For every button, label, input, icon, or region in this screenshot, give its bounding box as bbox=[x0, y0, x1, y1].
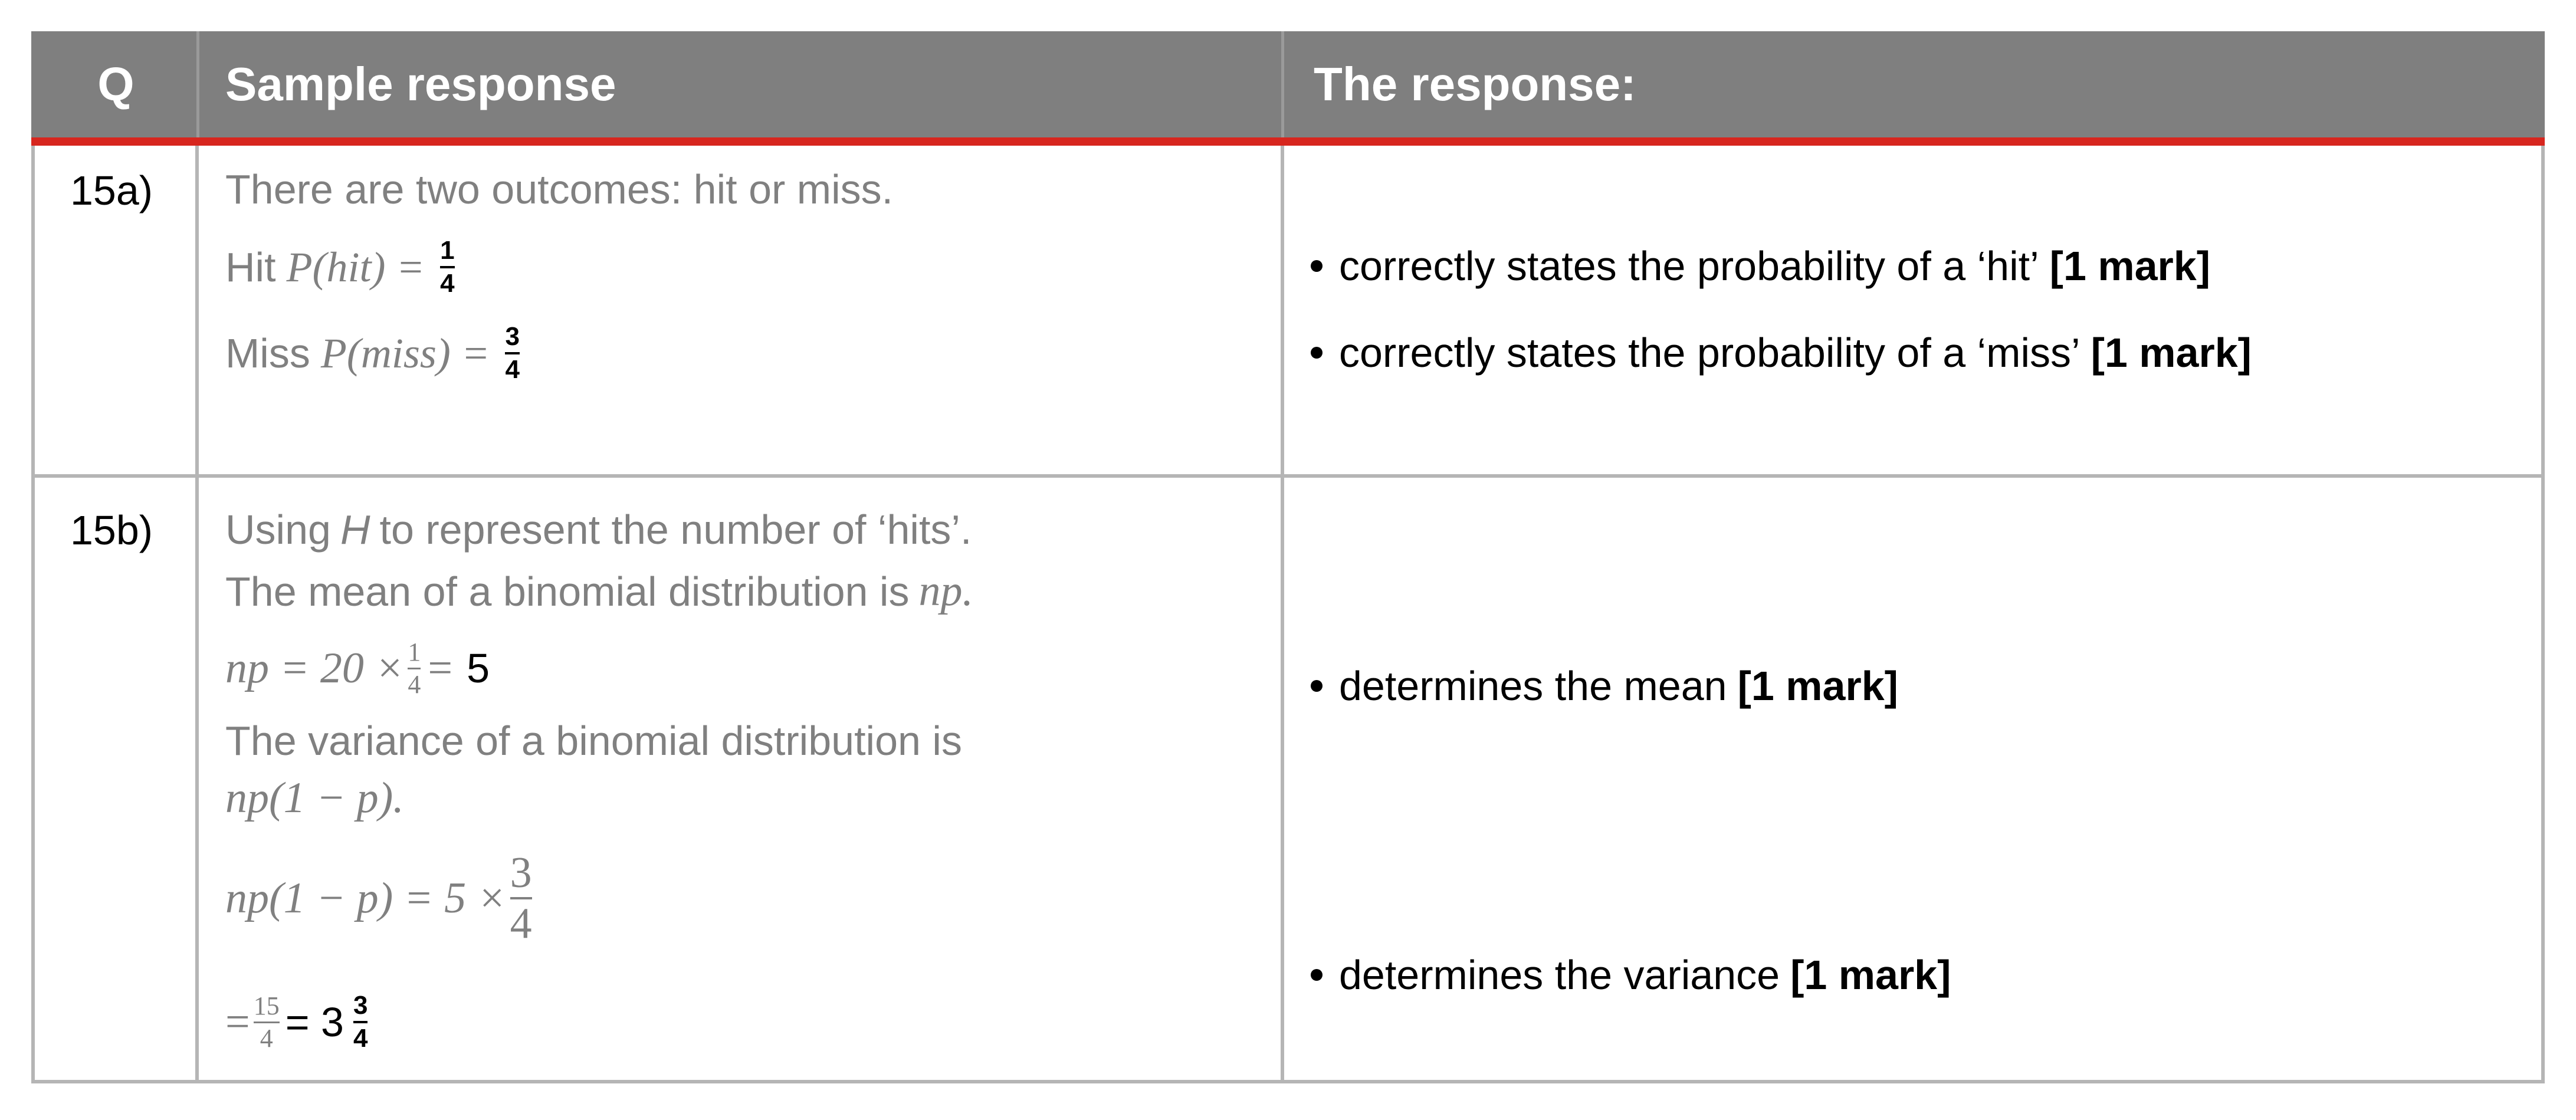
equals-sign: = bbox=[225, 997, 250, 1046]
fraction-denominator: 4 bbox=[440, 269, 455, 298]
using-h-line bbox=[225, 506, 972, 553]
text-fragment: Using bbox=[225, 507, 331, 553]
bullet-variance bbox=[1311, 951, 1951, 999]
fraction-numerator: 3 bbox=[505, 322, 520, 351]
fraction-denominator: 4 bbox=[260, 1023, 273, 1053]
fraction-denominator: 4 bbox=[505, 355, 520, 384]
variable-h: H bbox=[340, 507, 370, 553]
mean-fraction bbox=[408, 639, 421, 698]
bullet-dot bbox=[1311, 260, 1323, 272]
question-label-15b: 15b) bbox=[70, 507, 153, 553]
mark-label: [1 mark] bbox=[2049, 243, 2210, 289]
miss-label: Miss bbox=[225, 330, 310, 376]
fraction-numerator: 1 bbox=[440, 236, 455, 265]
variable-np: np. bbox=[918, 567, 973, 615]
question-label-15a: 15a) bbox=[70, 167, 153, 214]
bullet-dot bbox=[1311, 680, 1323, 692]
bullet-miss bbox=[1311, 329, 2252, 376]
bullet-text: determines the mean bbox=[1339, 663, 1727, 709]
column-divider bbox=[195, 146, 199, 1080]
bullet-text: correctly states the probability of a ‘hit’ bbox=[1339, 243, 2039, 289]
hit-expression: P(hit) = bbox=[286, 243, 425, 291]
fraction-denominator: 4 bbox=[408, 669, 421, 699]
fraction-bar bbox=[254, 1022, 280, 1023]
variance-definition-line: The variance of a binomial distribution is bbox=[225, 718, 962, 764]
outcomes-text: There are two outcomes: hit or miss. bbox=[225, 166, 894, 212]
mean-expression: np = 20 × bbox=[225, 643, 405, 692]
mean-calculation-line bbox=[225, 627, 490, 710]
bullet-dot bbox=[1311, 347, 1323, 359]
mark-label: [1 mark] bbox=[1737, 663, 1898, 709]
fraction-bar bbox=[440, 266, 454, 268]
header-the-response: The response: bbox=[1314, 58, 1636, 110]
header-divider bbox=[196, 31, 199, 137]
fraction-numerator: 1 bbox=[408, 637, 421, 666]
mean-definition-line bbox=[225, 566, 973, 616]
fraction-bar bbox=[505, 352, 519, 354]
header-divider bbox=[1281, 31, 1284, 137]
fraction-denominator: 4 bbox=[353, 1024, 368, 1053]
header-q: Q bbox=[97, 58, 134, 110]
header-sample-response: Sample response bbox=[225, 58, 616, 110]
column-divider bbox=[1281, 146, 1284, 1080]
miss-expression: P(miss) = bbox=[320, 329, 490, 377]
variance-result-fraction bbox=[254, 993, 280, 1052]
fraction-numerator: 3 bbox=[510, 849, 532, 897]
variance-mixed-fraction bbox=[353, 993, 367, 1052]
miss-fraction bbox=[505, 324, 519, 383]
fraction-denominator: 4 bbox=[510, 899, 532, 948]
bullet-text: correctly states the probability of a ‘miss’ bbox=[1339, 330, 2081, 376]
miss-probability-line bbox=[225, 312, 523, 395]
hit-fraction bbox=[440, 238, 454, 297]
text-fragment: The mean of a binomial distribution is bbox=[225, 568, 910, 615]
fraction-numerator: 3 bbox=[353, 991, 368, 1020]
marking-table bbox=[31, 31, 2545, 1083]
mark-label: [1 mark] bbox=[2091, 330, 2252, 376]
row-divider bbox=[35, 474, 2541, 478]
variance-mixed-whole: = 3 bbox=[285, 999, 344, 1045]
hit-label: Hit bbox=[225, 244, 276, 290]
fraction-bar bbox=[408, 668, 421, 669]
fraction-bar bbox=[353, 1021, 367, 1023]
bullet-text: determines the variance bbox=[1339, 952, 1780, 998]
bullet-mean bbox=[1311, 662, 1898, 710]
bullet-hit bbox=[1311, 242, 2210, 290]
bullet-dot bbox=[1311, 969, 1323, 981]
variance-fraction bbox=[510, 849, 532, 948]
mean-result: 5 bbox=[467, 645, 490, 691]
variance-formula-line: np(1 − p). bbox=[225, 774, 404, 822]
variance-calculation-line bbox=[225, 833, 536, 963]
equals-sign: = bbox=[428, 643, 453, 692]
variance-result-line bbox=[225, 981, 371, 1063]
text-fragment: to represent the number of ‘hits’. bbox=[379, 507, 972, 553]
mark-label: [1 mark] bbox=[1790, 952, 1951, 998]
variance-expression: np(1 − p) = 5 × bbox=[225, 873, 507, 922]
hit-probability-line bbox=[225, 226, 458, 308]
fraction-numerator: 15 bbox=[253, 991, 280, 1020]
